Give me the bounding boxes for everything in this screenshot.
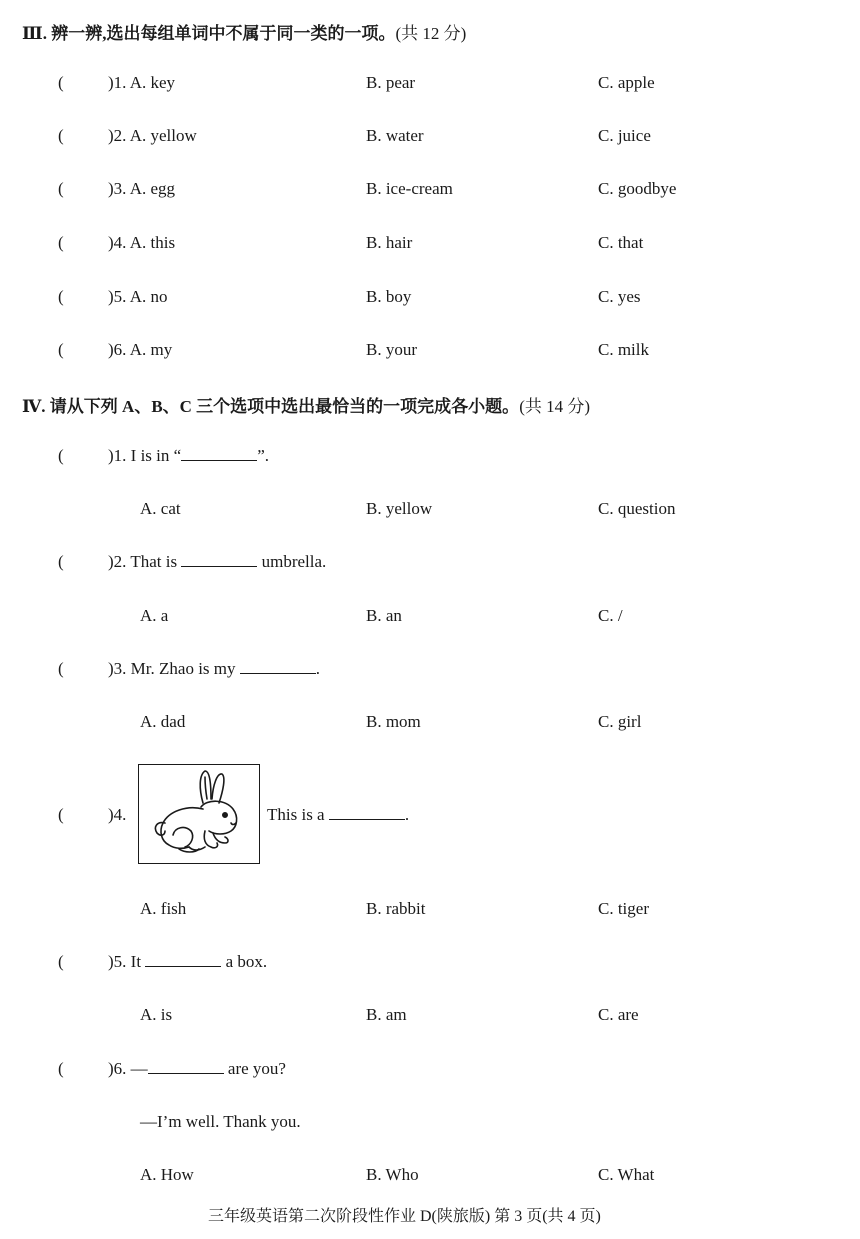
section-4-points: (共 14 分) xyxy=(519,397,591,416)
section-4-heading xyxy=(22,392,590,417)
stem-text: It xyxy=(130,952,142,971)
answer-paren[interactable]: ( xyxy=(58,805,64,824)
s3-q3-option-b: B. ice-cream xyxy=(366,179,453,198)
s4-q6-reply: —I’m well. Thank you. xyxy=(140,1112,301,1131)
s4-q3-option-a: A. dad xyxy=(140,712,186,731)
stem-text: Mr. Zhao is my xyxy=(130,659,236,678)
s4-q2-option-b: B. an xyxy=(366,606,402,625)
s4-q1-option-a: A. cat xyxy=(140,499,181,518)
s4-q4-option-a: A. fish xyxy=(140,899,187,918)
answer-paren[interactable]: ( xyxy=(58,179,64,198)
s3-q5-option-b: B. boy xyxy=(366,287,412,306)
s4-q2-option-a: A. a xyxy=(140,606,169,625)
stem-text: — xyxy=(130,1059,148,1078)
question-number: )1. xyxy=(108,446,127,465)
question-number: )5. xyxy=(108,952,127,971)
fill-blank[interactable] xyxy=(181,552,257,567)
page-footer: 三年级英语第二次阶段性作业 D(陕旅版) 第 3 页(共 4 页) xyxy=(208,1208,601,1225)
stem-text: That is xyxy=(130,552,178,571)
s3-q1-option-c: C. apple xyxy=(598,73,655,92)
s3-q4-option-b: B. hair xyxy=(366,233,413,252)
s4-q1-option-b: B. yellow xyxy=(366,499,433,518)
stem-text: . xyxy=(315,659,321,678)
s4-q3-option-b: B. mom xyxy=(366,712,421,731)
s3-q3-option-c: C. goodbye xyxy=(598,179,677,198)
s3-q6-option-b: B. your xyxy=(366,340,417,359)
s4-q5-option-a: A. is xyxy=(140,1005,173,1024)
fill-blank[interactable] xyxy=(148,1059,224,1074)
s4-q1-stem xyxy=(108,446,269,466)
s3-q2-option-c: C. juice xyxy=(598,126,651,145)
answer-paren[interactable]: ( xyxy=(58,287,64,306)
answer-paren[interactable]: ( xyxy=(58,659,64,678)
s4-q2-stem xyxy=(108,552,326,572)
stem-text: umbrella. xyxy=(261,552,327,571)
s4-q6-option-c: C. What xyxy=(598,1165,655,1184)
s4-q3-option-c: C. girl xyxy=(598,712,642,731)
s3-q6-option-a: )6. A. my xyxy=(108,340,173,359)
s3-q1-option-a: )1. A. key xyxy=(108,73,176,92)
fill-blank[interactable] xyxy=(329,805,405,820)
s4-q5-stem xyxy=(108,952,267,972)
rabbit-icon xyxy=(139,765,258,862)
answer-paren[interactable]: ( xyxy=(58,552,64,571)
s4-q6-option-b: B. Who xyxy=(366,1165,419,1184)
s4-q4-option-c: C. tiger xyxy=(598,899,649,918)
question-number: )4. xyxy=(108,805,127,824)
s3-q2-option-b: B. water xyxy=(366,126,424,145)
fill-blank[interactable] xyxy=(145,952,221,967)
section-4-title: Ⅳ. 请从下列 A、B、C 三个选项中选出最恰当的一项完成各小题。 xyxy=(22,397,520,416)
answer-paren[interactable]: ( xyxy=(58,126,64,145)
fill-blank[interactable] xyxy=(240,659,316,674)
answer-paren[interactable]: ( xyxy=(58,1059,64,1078)
s4-q6-stem xyxy=(108,1059,286,1079)
stem-text: This is a xyxy=(267,805,325,824)
fill-blank[interactable] xyxy=(181,446,257,461)
stem-text: . xyxy=(404,805,410,824)
answer-paren[interactable]: ( xyxy=(58,446,64,465)
question-number: )3. xyxy=(108,659,127,678)
s3-q4-option-a: )4. A. this xyxy=(108,233,176,252)
stem-text: a box. xyxy=(225,952,268,971)
section-3-title: Ⅲ. 辨一辨,选出每组单词中不属于同一类的一项。 xyxy=(22,24,396,43)
s4-q5-option-b: B. am xyxy=(366,1005,407,1024)
s4-q1-option-c: C. question xyxy=(598,499,676,518)
s3-q2-option-a: )2. A. yellow xyxy=(108,126,197,145)
answer-paren[interactable]: ( xyxy=(58,233,64,252)
s4-q5-option-c: C. are xyxy=(598,1005,639,1024)
s4-q4-stem xyxy=(267,805,409,825)
stem-text: ”. xyxy=(257,446,269,465)
s3-q5-option-c: C. yes xyxy=(598,287,641,306)
stem-text: I is in “ xyxy=(130,446,182,465)
question-number: )6. xyxy=(108,1059,127,1078)
answer-paren[interactable]: ( xyxy=(58,73,64,92)
s3-q4-option-c: C. that xyxy=(598,233,644,252)
answer-paren[interactable]: ( xyxy=(58,952,64,971)
answer-paren[interactable]: ( xyxy=(58,340,64,359)
rabbit-picture xyxy=(138,764,260,864)
s4-q2-option-c: C. / xyxy=(598,606,623,625)
s4-q4-option-b: B. rabbit xyxy=(366,899,426,918)
stem-text: are you? xyxy=(227,1059,286,1078)
s3-q1-option-b: B. pear xyxy=(366,73,416,92)
s3-q6-option-c: C. milk xyxy=(598,340,650,359)
s3-q3-option-a: )3. A. egg xyxy=(108,179,176,198)
question-number: )2. xyxy=(108,552,127,571)
section-3-heading xyxy=(22,19,466,44)
section-3-points: (共 12 分) xyxy=(395,24,467,43)
s4-q3-stem xyxy=(108,659,320,679)
s3-q5-option-a: )5. A. no xyxy=(108,287,168,306)
s4-q6-option-a: A. How xyxy=(140,1165,194,1184)
